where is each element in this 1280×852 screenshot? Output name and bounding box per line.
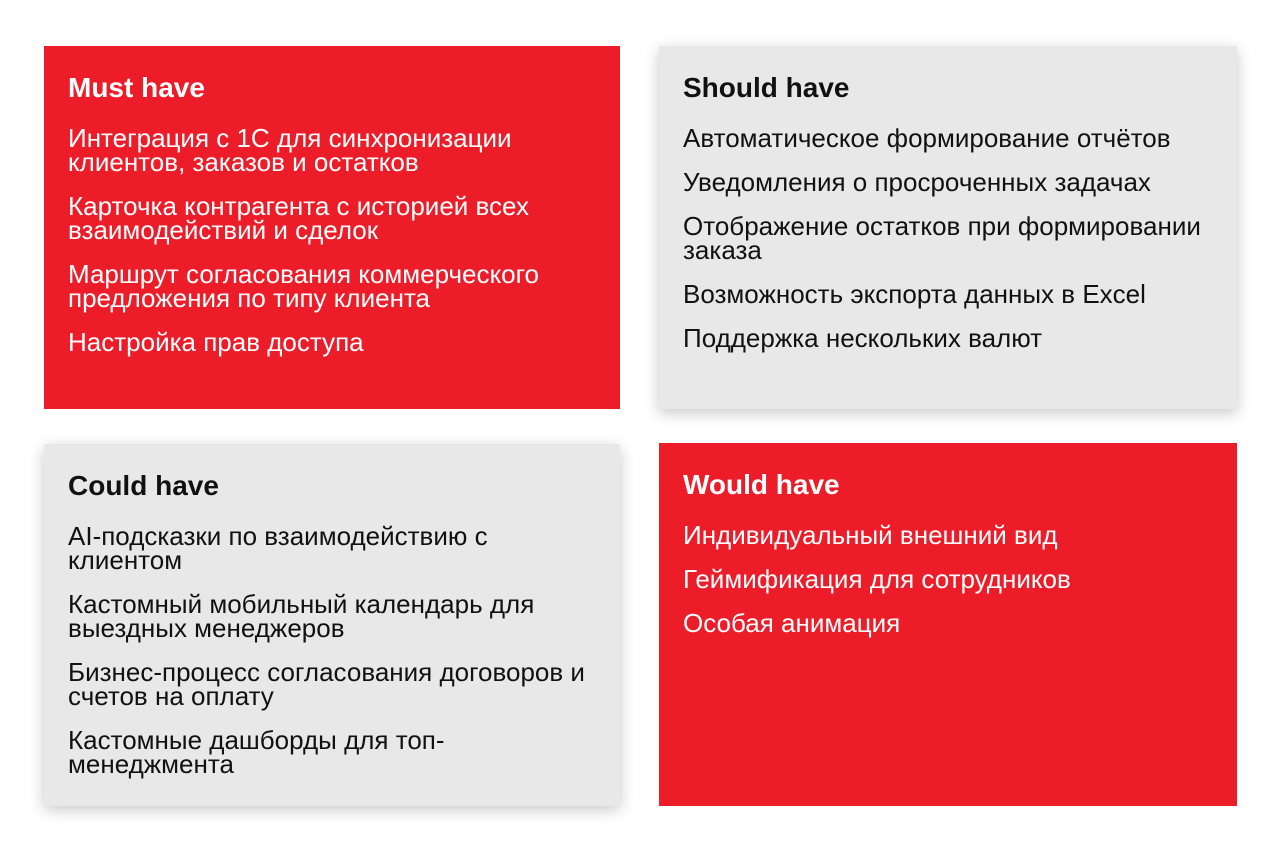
list-item: Карточка контрагента с историей всех взаимодействий и сделок bbox=[68, 191, 529, 245]
list-item: Бизнес-процесс согласования договоров и счетов на оплату bbox=[68, 657, 585, 711]
should-have-title: Should have bbox=[683, 72, 850, 103]
should-have-list bbox=[683, 123, 1213, 353]
list-item: Отображение остатков при формировании заказа bbox=[683, 211, 1201, 265]
list-item: Настройка прав доступа bbox=[68, 327, 364, 357]
must-have-card bbox=[44, 46, 620, 409]
would-have-card bbox=[659, 443, 1237, 806]
list-item: Особая анимация bbox=[683, 608, 901, 638]
list-item: Автоматическое формирование отчётов bbox=[683, 123, 1171, 153]
list-item: Интеграция с 1С для синхронизации клиентов, заказов и остатков bbox=[68, 123, 512, 177]
must-have-list bbox=[68, 123, 596, 357]
list-item: Маршрут согласования коммерческого предложения по типу клиента bbox=[68, 259, 539, 313]
should-have-card bbox=[659, 46, 1237, 409]
must-have-title: Must have bbox=[68, 72, 205, 103]
list-item: Кастомный мобильный календарь для выездных менеджеров bbox=[68, 589, 535, 643]
list-item: Возможность экспорта данных в Excel bbox=[683, 279, 1146, 309]
could-have-list bbox=[68, 521, 596, 779]
would-have-title: Would have bbox=[683, 469, 840, 500]
could-have-card bbox=[44, 444, 620, 806]
list-item: Уведомления о просроченных задачах bbox=[683, 167, 1151, 197]
list-item: Поддержка нескольких валют bbox=[683, 323, 1043, 353]
would-have-list bbox=[683, 520, 1213, 638]
list-item: Геймификация для сотрудников bbox=[683, 564, 1071, 594]
list-item: AI-подсказки по взаимодействию с клиентом bbox=[68, 521, 488, 575]
list-item: Индивидуальный внешний вид bbox=[683, 520, 1058, 550]
could-have-title: Could have bbox=[68, 470, 219, 501]
list-item: Кастомные дашборды для топ-менеджмента bbox=[68, 725, 445, 779]
